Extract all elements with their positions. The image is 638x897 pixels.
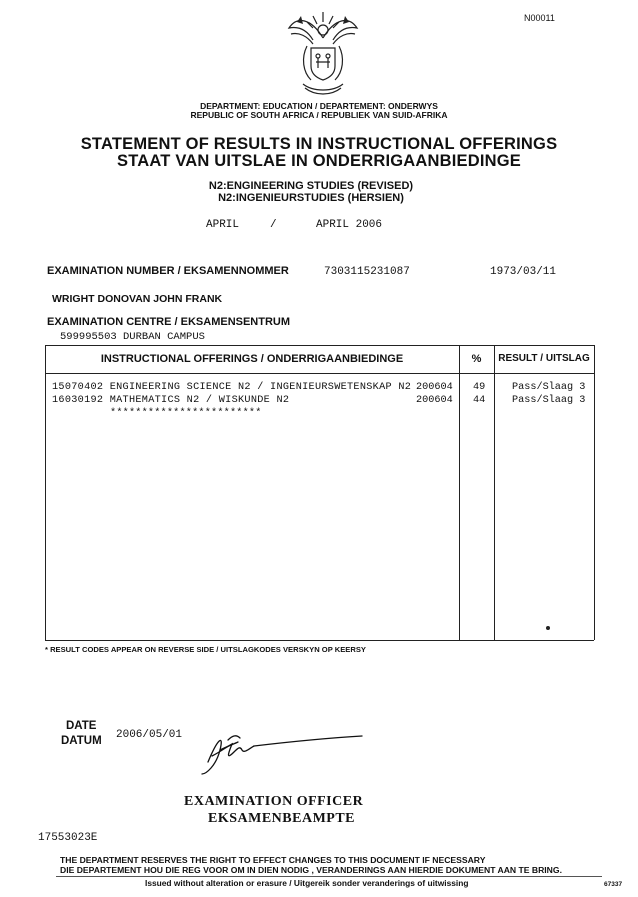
- header-percent: %: [471, 353, 482, 365]
- department-line-1: DEPARTMENT: EDUCATION / DEPARTEMENT: ONDERWYS: [200, 101, 438, 111]
- footer-rule: [56, 876, 602, 877]
- table-right-border: [594, 345, 595, 640]
- row-2-percent: 44: [473, 395, 486, 406]
- date-label: DATE: [66, 720, 97, 732]
- row-1-offering: 15070402 ENGINEERING SCIENCE N2 / INGENIEURSWETENSKAP N2: [52, 382, 412, 393]
- exam-number-label: EXAMINATION NUMBER / EKSAMENNOMMER: [47, 265, 289, 277]
- coat-of-arms-emblem: [283, 8, 363, 100]
- table-left-border: [45, 345, 46, 640]
- row-2-date: 200604: [416, 395, 453, 406]
- header-offerings: INSTRUCTIONAL OFFERINGS / ONDERRIGAANBIEDINGE: [100, 353, 404, 365]
- serial-number: 17553023E: [38, 832, 98, 844]
- period-to: APRIL 2006: [316, 219, 383, 231]
- footer-line-1: THE DEPARTMENT RESERVES THE RIGHT TO EFFECT CHANGES TO THIS DOCUMENT IF NECESSARY: [60, 855, 486, 865]
- officer-title-af: EKSAMENBEAMPTE: [208, 811, 356, 826]
- exam-centre-label: EXAMINATION CENTRE / EKSAMENSENTRUM: [47, 316, 291, 328]
- datum-label: DATUM: [61, 735, 102, 747]
- bullet-mark: [546, 626, 550, 630]
- row-2-offering: 16030192 MATHEMATICS N2 / WISKUNDE N2: [52, 395, 290, 406]
- exam-number-value: 7303115231087: [324, 266, 410, 278]
- exam-centre-value: 599995503 DURBAN CAMPUS: [60, 331, 205, 343]
- period-from: APRIL: [206, 219, 240, 231]
- result-codes-footnote: * RESULT CODES APPEAR ON REVERSE SIDE / UITSLAGKODES VERSKYN OP KEERSY: [45, 645, 366, 654]
- candidate-name: WRIGHT DONOVAN JOHN FRANK: [52, 293, 223, 305]
- row-1-date: 200604: [416, 382, 453, 393]
- qualification-line-1: N2:ENGINEERING STUDIES (REVISED): [208, 180, 414, 192]
- department-line-2: REPUBLIC OF SOUTH AFRICA / REPUBLIEK VAN SUID-AFRIKA: [190, 110, 448, 120]
- title-line-1: STATEMENT OF RESULTS IN INSTRUCTIONAL OFFERINGS: [80, 135, 558, 153]
- row-1-percent: 49: [473, 382, 486, 393]
- row-1-result: Pass/Slaag 3: [512, 382, 586, 393]
- footer-line-3: Issued without alteration or erasure / Uitgereik sonder veranderings of uitwissing: [145, 878, 469, 888]
- footer-code: 67337: [604, 881, 623, 888]
- table-top-border: [45, 345, 594, 346]
- qualification-line-2: N2:INGENIEURSTUDIES (HERSIEN): [218, 192, 404, 204]
- date-of-birth: 1973/03/11: [490, 266, 557, 278]
- footer-line-2: DIE DEPARTEMENT HOU DIE REG VOOR OM IN DIEN NODIG , VERANDERINGS AAN HIERDIE DOKUMENT AAN TE BRING.: [60, 865, 562, 875]
- table-header-border: [45, 373, 594, 374]
- row-terminator-stars: ************************: [110, 408, 262, 419]
- row-2-result: Pass/Slaag 3: [512, 395, 586, 406]
- table-divider-percent: [459, 345, 460, 640]
- header-result: RESULT / UITSLAG: [498, 353, 590, 364]
- document-number: N00011: [524, 13, 555, 23]
- date-value: 2006/05/01: [116, 729, 183, 741]
- signature: [198, 728, 368, 780]
- table-bottom-border: [45, 640, 594, 641]
- title-line-2: STAAT VAN UITSLAE IN ONDERRIGAANBIEDINGE: [116, 152, 521, 170]
- officer-title-en: EXAMINATION OFFICER: [184, 794, 364, 809]
- table-divider-result: [494, 345, 495, 640]
- period-separator: /: [270, 219, 277, 231]
